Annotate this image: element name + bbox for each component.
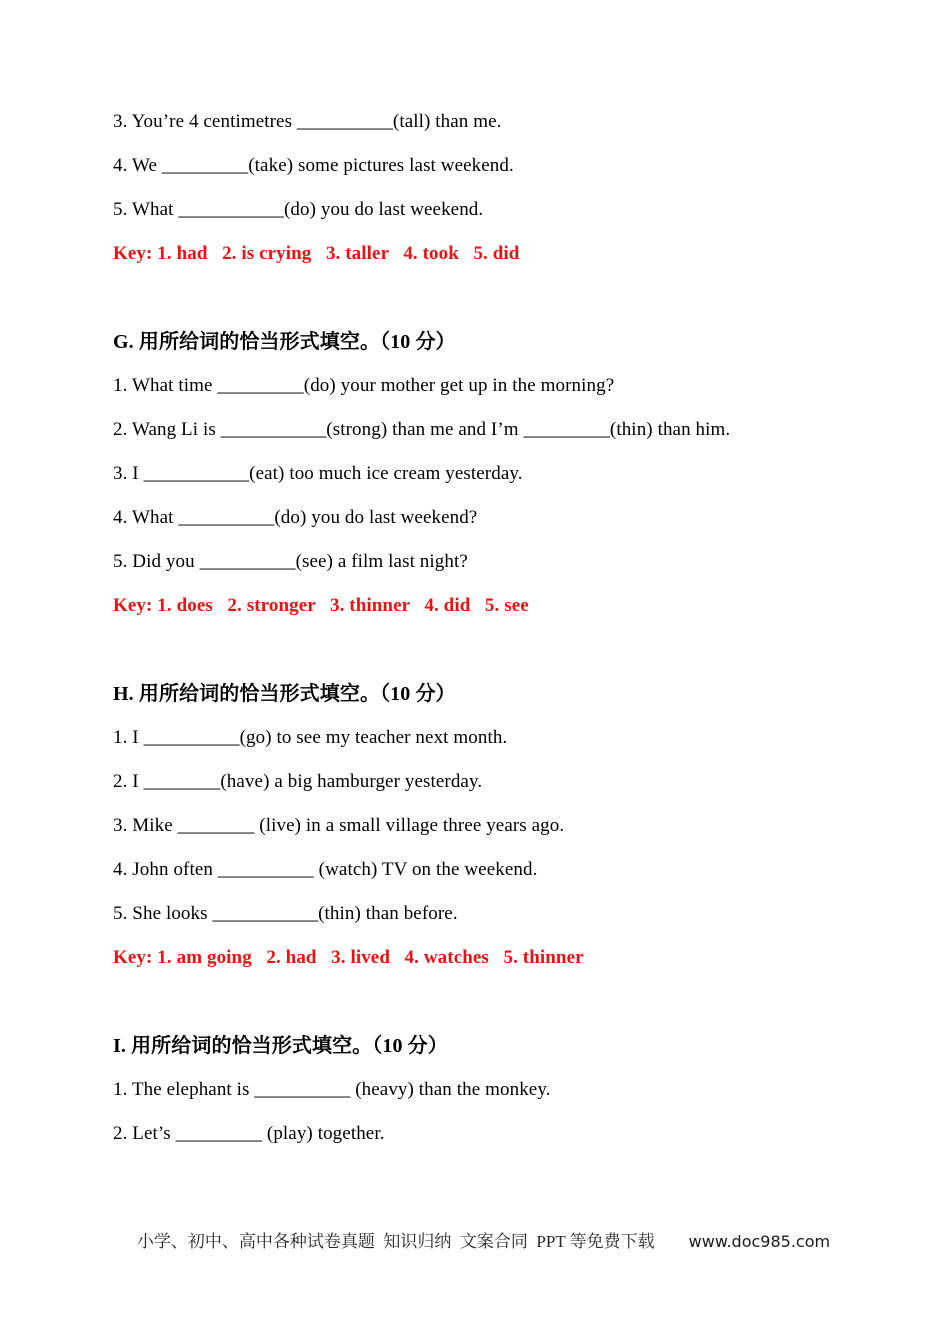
answer-key-line: Key: 1. am going 2. had 3. lived 4. watches 5. thinner bbox=[113, 947, 584, 968]
footer-site-url[interactable]: www.doc985.com bbox=[688, 1232, 831, 1251]
section-header-h: H. 用所给词的恰当形式填空。（10 分） bbox=[113, 683, 456, 705]
question-line: 4. John often __________ (watch) TV on the weekend. bbox=[113, 859, 538, 880]
answer-key-line: Key: 1. does 2. stronger 3. thinner 4. did 5. see bbox=[113, 595, 529, 616]
document-content bbox=[113, 0, 870, 1156]
question-line: 3. Mike ________ (live) in a small village three years ago. bbox=[113, 815, 565, 836]
question-line: 3. I ___________(eat) too much ice cream yesterday. bbox=[113, 463, 523, 484]
question-line: 3. You’re 4 centimetres __________(tall) than me. bbox=[113, 111, 502, 132]
question-line: 5. She looks ___________(thin) than before. bbox=[113, 903, 458, 924]
question-line: 2. Let’s _________ (play) together. bbox=[113, 1123, 385, 1144]
question-line: 5. What ___________(do) you do last weekend. bbox=[113, 199, 484, 220]
section-header-g: G. 用所给词的恰当形式填空。（10 分） bbox=[113, 331, 456, 353]
answer-key-line: Key: 1. had 2. is crying 3. taller 4. took 5. did bbox=[113, 243, 520, 264]
question-line: 1. The elephant is __________ (heavy) than the monkey. bbox=[113, 1079, 551, 1100]
question-line: 2. Wang Li is ___________(strong) than me and I’m _________(thin) than him. bbox=[113, 419, 731, 440]
section-header-i: I. 用所给词的恰当形式填空。（10 分） bbox=[113, 1035, 448, 1057]
question-line: 5. Did you __________(see) a film last night? bbox=[113, 551, 468, 572]
page-footer bbox=[0, 1182, 950, 1302]
question-line: 4. We _________(take) some pictures last weekend. bbox=[113, 155, 514, 176]
footer-watermark-text: 小学、初中、高中各种试卷真题 知识归纳 文案合同 PPT 等免费下载 bbox=[136, 1232, 655, 1251]
question-line: 4. What __________(do) you do last weekend? bbox=[113, 507, 478, 528]
question-line: 1. I __________(go) to see my teacher next month. bbox=[113, 727, 508, 748]
question-line: 2. I ________(have) a big hamburger yesterday. bbox=[113, 771, 483, 792]
question-line: 1. What time _________(do) your mother get up in the morning? bbox=[113, 375, 615, 396]
